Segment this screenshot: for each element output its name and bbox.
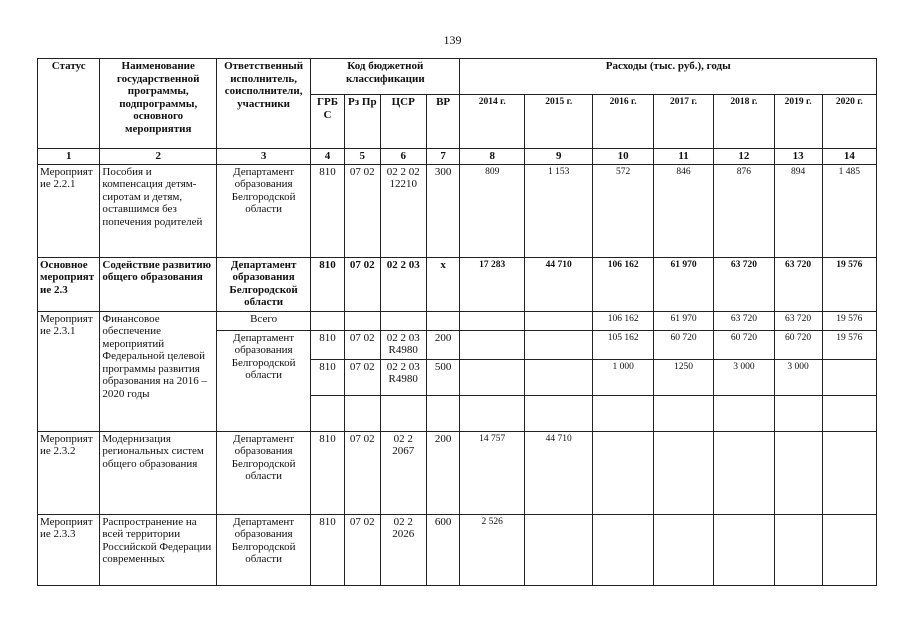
- cell-rzpr: 07 02: [344, 514, 380, 585]
- cell-value: 1250: [653, 359, 713, 395]
- cell-executor: Департамент образования Белгородской области: [217, 431, 311, 514]
- column-index: 11: [653, 149, 713, 165]
- cell-value: [774, 514, 822, 585]
- cell-value: [460, 395, 524, 431]
- cell-value: [524, 330, 593, 359]
- cell-value: 3 000: [774, 359, 822, 395]
- cell-value: [460, 330, 524, 359]
- cell-csr: 02 2 2026: [380, 514, 426, 585]
- cell-value: [593, 431, 653, 514]
- cell-grbs: 810: [311, 431, 345, 514]
- cell-executor: Департамент образования Белгородской области: [217, 330, 311, 431]
- cell-value: 106 162: [593, 257, 653, 311]
- cell-executor: Департамент образования Белгородской области: [217, 164, 311, 257]
- cell-value: [653, 395, 713, 431]
- header-executor: Ответственный исполнитель, соисполнители, участники: [217, 59, 311, 149]
- cell-value: [460, 359, 524, 395]
- header-year: 2019 г.: [774, 95, 822, 149]
- cell-value: 106 162: [593, 311, 653, 330]
- page-number: 139: [443, 33, 462, 47]
- cell-value: [822, 514, 876, 585]
- header-year: 2016 г.: [593, 95, 653, 149]
- column-index: 4: [311, 149, 345, 165]
- cell-value: 894: [774, 164, 822, 257]
- header-year: 2018 г.: [714, 95, 774, 149]
- cell-rzpr: 07 02: [344, 164, 380, 257]
- cell-status: Мероприятие 2.3.1: [38, 311, 100, 431]
- cell-value: [593, 514, 653, 585]
- cell-value: 19 576: [822, 311, 876, 330]
- cell-value: [653, 514, 713, 585]
- column-index: 14: [822, 149, 876, 165]
- cell-grbs: 810: [311, 257, 345, 311]
- cell-name: Пособия и компенсация детям-сиротам и детям, оставшимся без попечения родителей: [100, 164, 217, 257]
- column-index: 12: [714, 149, 774, 165]
- header-year: 2015 г.: [524, 95, 593, 149]
- cell-rzpr: 07 02: [344, 431, 380, 514]
- cell-value: 63 720: [774, 311, 822, 330]
- cell-value: 19 576: [822, 257, 876, 311]
- cell-value: 44 710: [524, 431, 593, 514]
- cell-value: [524, 311, 593, 330]
- cell-value: [774, 431, 822, 514]
- budget-table: [37, 58, 877, 586]
- cell-value: 876: [714, 164, 774, 257]
- cell-value: 63 720: [774, 257, 822, 311]
- cell-grbs: 810: [311, 514, 345, 585]
- cell-vr: [426, 395, 460, 431]
- cell-name: Модернизация региональных систем общего образования: [100, 431, 217, 514]
- cell-rzpr: [344, 311, 380, 330]
- cell-rzpr: 07 02: [344, 330, 380, 359]
- table-row: [38, 431, 877, 514]
- header-csr: ЦСР: [380, 95, 426, 149]
- cell-value: 1 000: [593, 359, 653, 395]
- cell-executor: Департамент образования Белгородской области: [217, 514, 311, 585]
- cell-value: 63 720: [714, 311, 774, 330]
- column-index: 9: [524, 149, 593, 165]
- cell-status: Основное мероприятие 2.3: [38, 257, 100, 311]
- cell-value: 105 162: [593, 330, 653, 359]
- cell-vr: [426, 311, 460, 330]
- cell-value: 17 283: [460, 257, 524, 311]
- cell-grbs: 810: [311, 164, 345, 257]
- header-status: Статус: [38, 59, 100, 149]
- cell-value: 2 526: [460, 514, 524, 585]
- cell-value: [714, 514, 774, 585]
- cell-value: 44 710: [524, 257, 593, 311]
- cell-value: [714, 395, 774, 431]
- column-index: 13: [774, 149, 822, 165]
- header-name: Наименование государственной программы, подпрограммы, основного мероприятия: [100, 59, 217, 149]
- cell-executor: Департамент образования Белгородской области: [217, 257, 311, 311]
- table-row: [38, 164, 877, 257]
- header-rzpr: Рз Пр: [344, 95, 380, 149]
- column-index: 6: [380, 149, 426, 165]
- header-year: 2017 г.: [653, 95, 713, 149]
- header-expenses-group: Расходы (тыс. руб.), годы: [460, 59, 877, 95]
- column-index: 3: [217, 149, 311, 165]
- cell-status: Мероприятие 2.3.3: [38, 514, 100, 585]
- cell-csr: [380, 311, 426, 330]
- cell-vr: 300: [426, 164, 460, 257]
- cell-name: Финансовое обеспечение мероприятий Федеральной целевой программы развития образования на 2016 – 2020 годы: [100, 311, 217, 431]
- cell-value: 60 720: [774, 330, 822, 359]
- cell-rzpr: 07 02: [344, 359, 380, 395]
- cell-status: Мероприятие 2.2.1: [38, 164, 100, 257]
- cell-value: [460, 311, 524, 330]
- cell-csr: 02 2 2067: [380, 431, 426, 514]
- cell-value: 3 000: [714, 359, 774, 395]
- cell-vr: 200: [426, 431, 460, 514]
- cell-value: 61 970: [653, 257, 713, 311]
- cell-grbs: 810: [311, 359, 345, 395]
- column-index: 5: [344, 149, 380, 165]
- header-year: 2020 г.: [822, 95, 876, 149]
- cell-rzpr: 07 02: [344, 257, 380, 311]
- column-index: 2: [100, 149, 217, 165]
- cell-value: [822, 395, 876, 431]
- column-index: 1: [38, 149, 100, 165]
- cell-value: [524, 514, 593, 585]
- cell-rzpr: [344, 395, 380, 431]
- column-index: 7: [426, 149, 460, 165]
- cell-value: [822, 359, 876, 395]
- cell-grbs: [311, 395, 345, 431]
- cell-csr: [380, 395, 426, 431]
- cell-value: 14 757: [460, 431, 524, 514]
- cell-value: 19 576: [822, 330, 876, 359]
- cell-value: 61 970: [653, 311, 713, 330]
- cell-value: 1 485: [822, 164, 876, 257]
- cell-value: 60 720: [653, 330, 713, 359]
- cell-value: [822, 431, 876, 514]
- table-row: [38, 311, 877, 330]
- cell-csr: 02 2 03 R4980: [380, 359, 426, 395]
- cell-vr: 200: [426, 330, 460, 359]
- header-vr: ВР: [426, 95, 460, 149]
- cell-status: Мероприятие 2.3.2: [38, 431, 100, 514]
- cell-csr: 02 2 03 R4980: [380, 330, 426, 359]
- cell-value: [593, 395, 653, 431]
- cell-value: [714, 431, 774, 514]
- cell-csr: 02 2 02 12210: [380, 164, 426, 257]
- cell-value: [653, 431, 713, 514]
- cell-value: [774, 395, 822, 431]
- header-grbs: ГРБ С: [311, 95, 345, 149]
- cell-value: 846: [653, 164, 713, 257]
- cell-vr: х: [426, 257, 460, 311]
- table-row: [38, 514, 877, 585]
- cell-value: 60 720: [714, 330, 774, 359]
- cell-value: 572: [593, 164, 653, 257]
- cell-grbs: 810: [311, 330, 345, 359]
- column-index: 10: [593, 149, 653, 165]
- header-year: 2014 г.: [460, 95, 524, 149]
- cell-value: [524, 359, 593, 395]
- cell-value: 63 720: [714, 257, 774, 311]
- cell-value: [524, 395, 593, 431]
- cell-name: Содействие развитию общего образования: [100, 257, 217, 311]
- cell-value: 809: [460, 164, 524, 257]
- header-code-group: Код бюджетной классификации: [311, 59, 460, 95]
- cell-vr: 500: [426, 359, 460, 395]
- column-index: 8: [460, 149, 524, 165]
- cell-value: 1 153: [524, 164, 593, 257]
- column-index-row: [38, 149, 877, 165]
- cell-csr: 02 2 03: [380, 257, 426, 311]
- cell-vr: 600: [426, 514, 460, 585]
- table-row: [38, 257, 877, 311]
- cell-total-label: Всего: [217, 311, 311, 330]
- cell-grbs: [311, 311, 345, 330]
- cell-name: Распространение на всей территории Российской Федерации современных: [100, 514, 217, 585]
